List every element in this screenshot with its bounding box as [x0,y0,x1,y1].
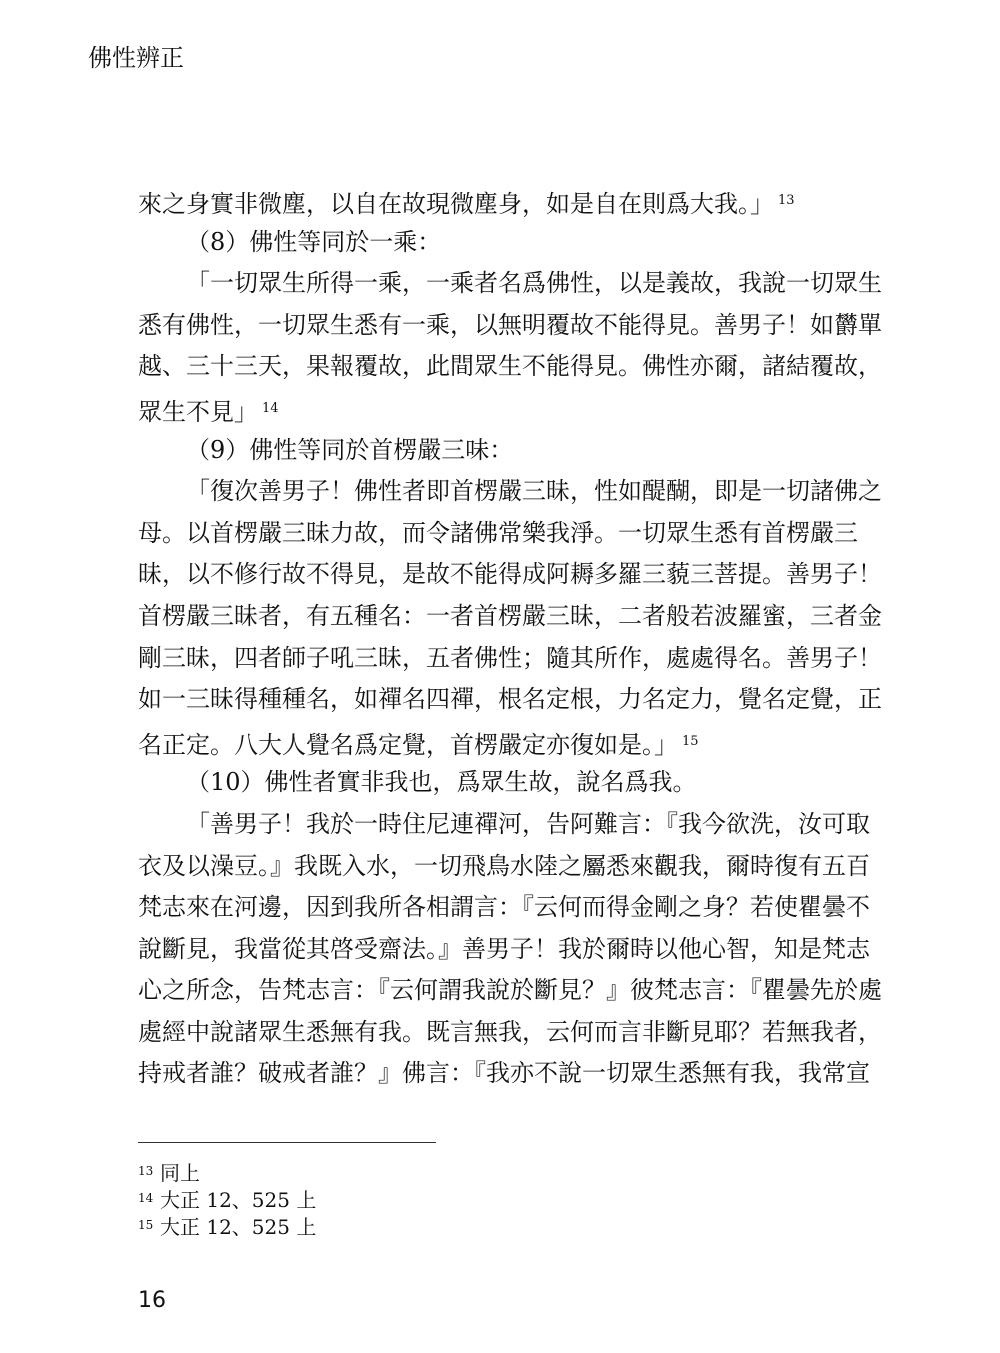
text-line: 昧，以不修行故不得見，是故不能得成阿耨多羅三藐三菩提。善男子！ [138,560,882,589]
footnote-number: 15 [138,1218,154,1232]
footnotes [138,1158,316,1239]
text-line: 心之所念，告梵志言：『云何謂我說於斷見？』彼梵志言：『瞿曇先於處 [138,976,882,1005]
footnote-text: 同上 [160,1161,200,1185]
main-text [138,180,882,1095]
text-line: 「一切眾生所得一乘，一乘者名爲佛性，以是義故，我說一切眾生 [186,269,882,298]
footnote-text: 大正 12、525 上 [160,1215,317,1239]
text-line: 「善男子！我於一時住尼連禪河，告阿難言：『我今欲洗，汝可取 [186,809,870,838]
text-line: 剛三昧，四者師子吼三昧，五者佛性；隨其所作，處處得名。善男子！ [138,643,882,672]
text-line: 梵志來在河邊，因到我所各相謂言：『云何而得金剛之身？若使瞿曇不 [138,893,870,922]
footnote-ref: 13 [778,193,795,208]
text-line: 衣及以澡豆。』我既入水，一切飛鳥水陸之屬悉來觀我，爾時復有五百 [138,851,870,880]
text-line: 處經中說諸眾生悉無有我。既言無我，云何而言非斷見耶？若無我者， [138,1017,882,1046]
text-line: 悉有佛性，一切眾生悉有一乘，以無明覆故不能得見。善男子！如欝單 [138,310,882,339]
text-line: 母。以首楞嚴三昧力故，而令諸佛常樂我淨。一切眾生悉有首楞嚴三 [138,518,858,547]
footnote [138,1212,316,1239]
section-heading: （8）佛性等同於一乘： [186,227,442,256]
footnote-ref: 15 [682,733,699,749]
footnote-ref: 14 [262,400,279,416]
footnote [138,1185,316,1212]
running-header: 佛性辨正 [88,44,184,72]
text-line: 越、三十三天，果報覆故，此間眾生不能得見。佛性亦爾，諸結覆故， [138,352,882,381]
section-heading: （10）佛性者實非我也，爲眾生故，說名爲我。 [186,768,697,797]
footnote-text: 大正 12、525 上 [160,1188,317,1212]
text-line: 說斷見，我當從其啓受齋法。』善男子！我於爾時以他心智，知是梵志 [138,934,870,963]
text-line: 「復次善男子！佛性者即首楞嚴三昧，性如醍醐，即是一切諸佛之 [186,477,882,506]
text-line: 如一三昧得種種名，如禪名四禪，根名定根，力名定力，覺名定覺，正 [138,685,882,714]
page-number: 16 [138,1288,166,1313]
footnote-number: 13 [138,1164,154,1178]
text-line: 名正定。八大人覺名爲定覺，首楞嚴定亦復如是。」 $^{15}$ [138,730,699,759]
section-heading: （9）佛性等同於首楞嚴三味： [186,435,514,464]
text-line: 眾生不見」 $^{14}$ [138,397,279,426]
text-line: 來之身實非微塵，以自在故現微塵身，如是自在則爲大我。」 $^{13}$ [138,190,795,218]
footnote-number: 14 [138,1191,154,1205]
text-line: 持戒者誰？破戒者誰？』佛言：『我亦不說一切眾生悉無有我，我常宣 [138,1059,870,1088]
text-line: 首楞嚴三昧者，有五種名：一者首楞嚴三昧，二者般若波羅蜜，三者金 [138,601,882,630]
footnote [138,1158,316,1185]
footnote-separator [138,1142,436,1143]
